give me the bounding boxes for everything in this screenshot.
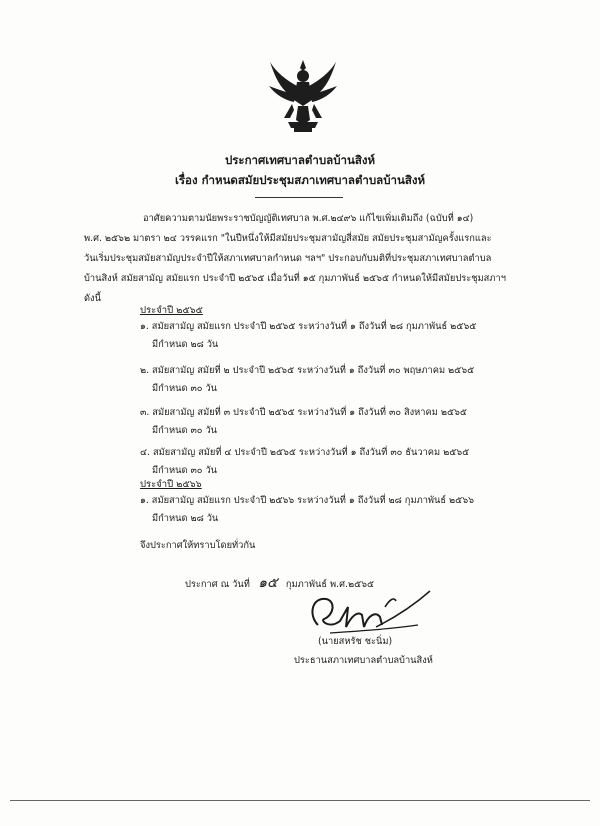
session-item <box>140 492 474 528</box>
session-duration: มีกำหนด ๒๘ วัน <box>152 339 219 350</box>
session-text: ๒. สมัยสามัญ สมัยที่ ๒ ประจำปี ๒๕๖๕ ระหว่างวันที่ ๑ ถึงวันที่ ๓๐ พฤษภาคม ๒๕๖๕ <box>140 365 475 376</box>
notice-statement: จึงประกาศให้ทราบโดยทั่วกัน <box>140 540 256 551</box>
body-line: พ.ศ. ๒๕๖๒ มาตรา ๒๔ วรรคแรก "ในปีหนึ่งให้มีสมัยประชุมสามัญสี่สมัย สมัยประชุมสามัญครั้งแรกและ <box>84 233 492 244</box>
body-line: ดังนี้ <box>84 293 101 304</box>
session-text: ๔. สมัยสามัญ สมัยที่ ๔ ประจำปี ๒๕๖๕ ระหว่างวันที่ ๑ ถึงวันที่ ๓๐ ธันวาคม ๒๕๖๕ <box>140 447 470 458</box>
announcement-subject: เรื่อง กำหนดสมัยประชุมสภาเทศบาลตำบลบ้านสิงห์ <box>174 173 426 187</box>
title-divider <box>255 197 343 198</box>
garuda-emblem-icon <box>268 58 338 136</box>
year-heading-2566: ประจำปี ๒๕๖๖ <box>140 479 202 490</box>
body-line: อาศัยความตามนัยพระราชบัญญัติเทศบาล พ.ศ.๒๔๙๖ แก้ไขเพิ่มเติมถึง (ฉบับที่ ๑๔) <box>143 213 474 224</box>
session-text: ๑. สมัยสามัญ สมัยแรก ประจำปี ๒๕๖๕ ระหว่างวันที่ ๑ ถึงวันที่ ๒๘ กุมภาพันธ์ ๒๕๖๕ <box>140 321 477 332</box>
signatory-position: ประธานสภาเทศบาลตำบลบ้านสิงห์ <box>294 655 433 666</box>
session-duration: มีกำหนด ๓๐ วัน <box>152 465 218 476</box>
given-prefix: ประกาศ ณ วันที่ <box>185 579 250 590</box>
session-item <box>140 318 476 354</box>
signatory-name: (นายสหรัช ชะนิ่ม) <box>318 636 393 647</box>
session-item <box>140 362 474 398</box>
year-heading-2565: ประจำปี ๒๕๖๕ <box>140 305 203 316</box>
page-bottom-edge <box>10 800 590 801</box>
session-text: ๓. สมัยสามัญ สมัยที่ ๓ ประจำปี ๒๕๖๕ ระหว่างวันที่ ๑ ถึงวันที่ ๓๐ สิงหาคม ๒๕๖๕ <box>140 407 467 418</box>
given-suffix: กุมภาพันธ์ พ.ศ.๒๕๖๕ <box>285 579 375 590</box>
session-text: ๑. สมัยสามัญ สมัยแรก ประจำปี ๒๕๖๖ ระหว่างวันที่ ๑ ถึงวันที่ ๒๘ กุมภาพันธ์ ๒๕๖๖ <box>140 495 474 506</box>
announcement-title: ประกาศเทศบาลตำบลบ้านสิงห์ <box>224 153 376 167</box>
signature-icon <box>290 585 440 640</box>
session-duration: มีกำหนด ๓๐ วัน <box>152 383 218 394</box>
body-line: บ้านสิงห์ สมัยสามัญ สมัยแรก ประจำปี ๒๕๖๕ เมื่อวันที่ ๑๕ กุมภาพันธ์ ๒๕๖๕ กำหนดให้มีสมัยประชุมสภาฯ <box>84 273 506 284</box>
session-item <box>140 404 467 440</box>
session-duration: มีกำหนด ๓๐ วัน <box>152 425 218 436</box>
session-duration: มีกำหนด ๒๘ วัน <box>152 513 219 524</box>
body-line: วันเริ่มประชุมสมัยสามัญประจำปีให้สภาเทศบาลกำหนด ฯลฯ" ประกอบกับมติที่ประชุมสภาเทศบาลตำบล <box>84 253 492 264</box>
session-item <box>140 444 469 480</box>
given-day: ๑๕ <box>258 575 278 591</box>
